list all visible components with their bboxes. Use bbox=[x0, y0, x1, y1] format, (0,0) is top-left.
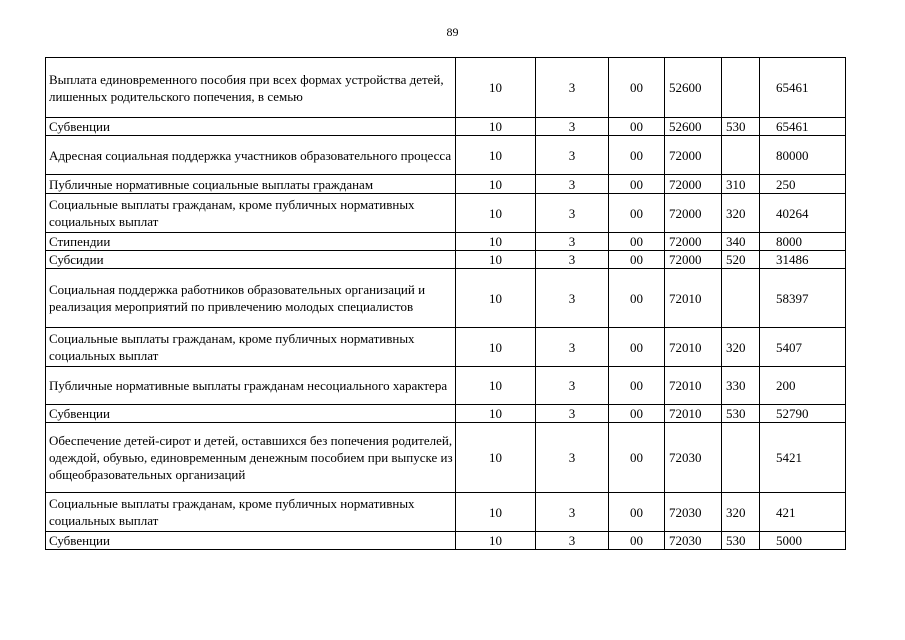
amount: 58397 bbox=[760, 269, 846, 328]
subsection-code: 3 bbox=[536, 194, 609, 233]
row-name: Публичные нормативные выплаты гражданам несоциального характера bbox=[46, 367, 456, 405]
subsection-code: 3 bbox=[536, 328, 609, 367]
article-code: 72010 bbox=[665, 405, 722, 423]
subsection-code: 3 bbox=[536, 532, 609, 550]
table-row bbox=[46, 136, 846, 175]
expense-type-code: 320 bbox=[722, 493, 760, 532]
table-row bbox=[46, 532, 846, 550]
table-row bbox=[46, 328, 846, 367]
article-code: 72000 bbox=[665, 251, 722, 269]
table-row bbox=[46, 367, 846, 405]
table-row bbox=[46, 405, 846, 423]
program-code: 00 bbox=[609, 367, 665, 405]
program-code: 00 bbox=[609, 269, 665, 328]
amount: 31486 bbox=[760, 251, 846, 269]
subsection-code: 3 bbox=[536, 251, 609, 269]
program-code: 00 bbox=[609, 58, 665, 118]
program-code: 00 bbox=[609, 118, 665, 136]
table-row bbox=[46, 58, 846, 118]
subsection-code: 3 bbox=[536, 136, 609, 175]
amount: 65461 bbox=[760, 58, 846, 118]
row-name: Социальные выплаты гражданам, кроме публичных нормативных социальных выплат bbox=[46, 493, 456, 532]
subsection-code: 3 bbox=[536, 405, 609, 423]
amount: 80000 bbox=[760, 136, 846, 175]
amount: 8000 bbox=[760, 233, 846, 251]
expense-type-code: 320 bbox=[722, 194, 760, 233]
row-name: Обеспечение детей-сирот и детей, оставшихся без попечения родителей, одеждой, обувью, единовременным денежным пособием при выпуске из общеобразовательных организаций bbox=[46, 423, 456, 493]
program-code: 00 bbox=[609, 251, 665, 269]
expense-type-code: 530 bbox=[722, 405, 760, 423]
table-row bbox=[46, 269, 846, 328]
section-code: 10 bbox=[456, 175, 536, 194]
section-code: 10 bbox=[456, 423, 536, 493]
section-code: 10 bbox=[456, 251, 536, 269]
row-name: Субвенции bbox=[46, 118, 456, 136]
table-row bbox=[46, 251, 846, 269]
table-row bbox=[46, 175, 846, 194]
subsection-code: 3 bbox=[536, 118, 609, 136]
expense-type-code: 530 bbox=[722, 532, 760, 550]
expense-type-code: 330 bbox=[722, 367, 760, 405]
section-code: 10 bbox=[456, 367, 536, 405]
amount: 200 bbox=[760, 367, 846, 405]
section-code: 10 bbox=[456, 532, 536, 550]
expense-type-code: 320 bbox=[722, 328, 760, 367]
subsection-code: 3 bbox=[536, 58, 609, 118]
amount: 421 bbox=[760, 493, 846, 532]
subsection-code: 3 bbox=[536, 493, 609, 532]
row-name: Субвенции bbox=[46, 532, 456, 550]
table-row bbox=[46, 194, 846, 233]
program-code: 00 bbox=[609, 194, 665, 233]
section-code: 10 bbox=[456, 233, 536, 251]
article-code: 72010 bbox=[665, 269, 722, 328]
article-code: 72030 bbox=[665, 493, 722, 532]
row-name: Социальная поддержка работников образовательных организаций и реализация мероприятий по привлечению молодых специалистов bbox=[46, 269, 456, 328]
program-code: 00 bbox=[609, 136, 665, 175]
expense-type-code: 520 bbox=[722, 251, 760, 269]
article-code: 72000 bbox=[665, 194, 722, 233]
amount: 5421 bbox=[760, 423, 846, 493]
amount: 5407 bbox=[760, 328, 846, 367]
table-row bbox=[46, 233, 846, 251]
expense-type-code: 340 bbox=[722, 233, 760, 251]
expense-type-code bbox=[722, 58, 760, 118]
section-code: 10 bbox=[456, 269, 536, 328]
row-name: Адресная социальная поддержка участников образовательного процесса bbox=[46, 136, 456, 175]
program-code: 00 bbox=[609, 328, 665, 367]
expense-type-code bbox=[722, 269, 760, 328]
amount: 65461 bbox=[760, 118, 846, 136]
subsection-code: 3 bbox=[536, 423, 609, 493]
article-code: 72010 bbox=[665, 367, 722, 405]
program-code: 00 bbox=[609, 175, 665, 194]
amount: 250 bbox=[760, 175, 846, 194]
row-name: Субвенции bbox=[46, 405, 456, 423]
section-code: 10 bbox=[456, 136, 536, 175]
program-code: 00 bbox=[609, 405, 665, 423]
article-code: 72030 bbox=[665, 532, 722, 550]
article-code: 72000 bbox=[665, 233, 722, 251]
row-name: Социальные выплаты гражданам, кроме публичных нормативных социальных выплат bbox=[46, 328, 456, 367]
article-code: 72000 bbox=[665, 136, 722, 175]
amount: 52790 bbox=[760, 405, 846, 423]
article-code: 72000 bbox=[665, 175, 722, 194]
row-name: Социальные выплаты гражданам, кроме публичных нормативных социальных выплат bbox=[46, 194, 456, 233]
row-name: Выплата единовременного пособия при всех формах устройства детей, лишенных родительского попечения, в семью bbox=[46, 58, 456, 118]
program-code: 00 bbox=[609, 532, 665, 550]
amount: 40264 bbox=[760, 194, 846, 233]
table-row bbox=[46, 493, 846, 532]
program-code: 00 bbox=[609, 423, 665, 493]
article-code: 72010 bbox=[665, 328, 722, 367]
section-code: 10 bbox=[456, 118, 536, 136]
section-code: 10 bbox=[456, 194, 536, 233]
article-code: 52600 bbox=[665, 58, 722, 118]
table-row bbox=[46, 118, 846, 136]
row-name: Субсидии bbox=[46, 251, 456, 269]
table-row bbox=[46, 423, 846, 493]
subsection-code: 3 bbox=[536, 269, 609, 328]
subsection-code: 3 bbox=[536, 175, 609, 194]
program-code: 00 bbox=[609, 493, 665, 532]
budget-table bbox=[45, 57, 846, 550]
section-code: 10 bbox=[456, 405, 536, 423]
row-name: Стипендии bbox=[46, 233, 456, 251]
article-code: 52600 bbox=[665, 118, 722, 136]
program-code: 00 bbox=[609, 233, 665, 251]
expense-type-code: 310 bbox=[722, 175, 760, 194]
amount: 5000 bbox=[760, 532, 846, 550]
expense-type-code: 530 bbox=[722, 118, 760, 136]
page-number: 89 bbox=[446, 25, 459, 39]
subsection-code: 3 bbox=[536, 367, 609, 405]
subsection-code: 3 bbox=[536, 233, 609, 251]
row-name: Публичные нормативные социальные выплаты гражданам bbox=[46, 175, 456, 194]
section-code: 10 bbox=[456, 328, 536, 367]
section-code: 10 bbox=[456, 58, 536, 118]
expense-type-code bbox=[722, 136, 760, 175]
expense-type-code bbox=[722, 423, 760, 493]
article-code: 72030 bbox=[665, 423, 722, 493]
section-code: 10 bbox=[456, 493, 536, 532]
